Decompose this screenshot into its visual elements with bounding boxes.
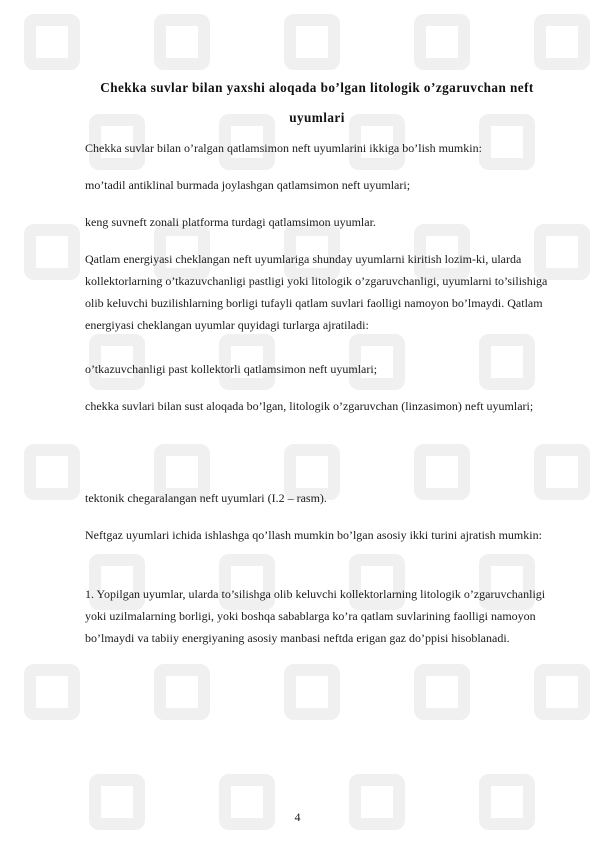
list-item: tektonik chegaralangan neft uyumlari (I.2 – rasm).: [85, 491, 327, 505]
document-title: Chekka suvlar bilan yaxshi aloqada bo’lgan litologik o’zgaruvchan neft uyumlari: [100, 80, 534, 125]
paragraph-intro: Chekka suvlar bilan o’ralgan qatlamsimon neft uyumlarini ikkiga bo’lish mumkin:: [85, 141, 482, 155]
paragraph-types: Neftgaz uyumlari ichida ishlashga qo’llash mumkin bo’lgan asosiy ikki turini ajratish mumkin:: [85, 528, 542, 542]
list-item: o’tkazuvchanligi past kollektorli qatlamsimon neft uyumlari;: [85, 362, 378, 376]
list-item: chekka suvlari bilan sust aloqada bo’lgan, litologik o’zgaruvchan (linzasimon) neft uyumlari;: [85, 399, 534, 413]
paragraph-energy: Qatlam energiyasi cheklangan neft uyumlariga shunday uyumlarni kiritish lozim-ki, ularda kollektorlarning o’tkazuvchanligi pastligi yoki litologik o’zgaruvchanligi, uyumlarni to’silishiga olib keluvchi buzilishlarning borligi tufayli qatlam suvlari faolligi namoyon bo’lmaydi. Qatlam energiyasi cheklangan uyumlar quyidagi turlarga ajratiladi:: [85, 252, 548, 332]
paragraph-numbered: 1. Yopilgan uyumlar, ularda to’silishga olib keluvchi kollektorlarning litologik o’zgaruvchanligi yoki uzilmalarning borligi, yoki boshqa sabablarga ko’ra qatlam suvlarining faolligi namoyon bo’lmaydi va tabiiy energiyaning asosiy manbasi neftda erigan gaz do’ppisi hisoblanadi.: [85, 587, 546, 645]
list-item: mo’tadil antiklinal burmada joylashgan qatlamsimon neft uyumlari;: [85, 178, 411, 192]
page-number: 4: [294, 810, 301, 824]
list-item: keng suvneft zonali platforma turdagi qatlamsimon uyumlar.: [85, 215, 376, 229]
